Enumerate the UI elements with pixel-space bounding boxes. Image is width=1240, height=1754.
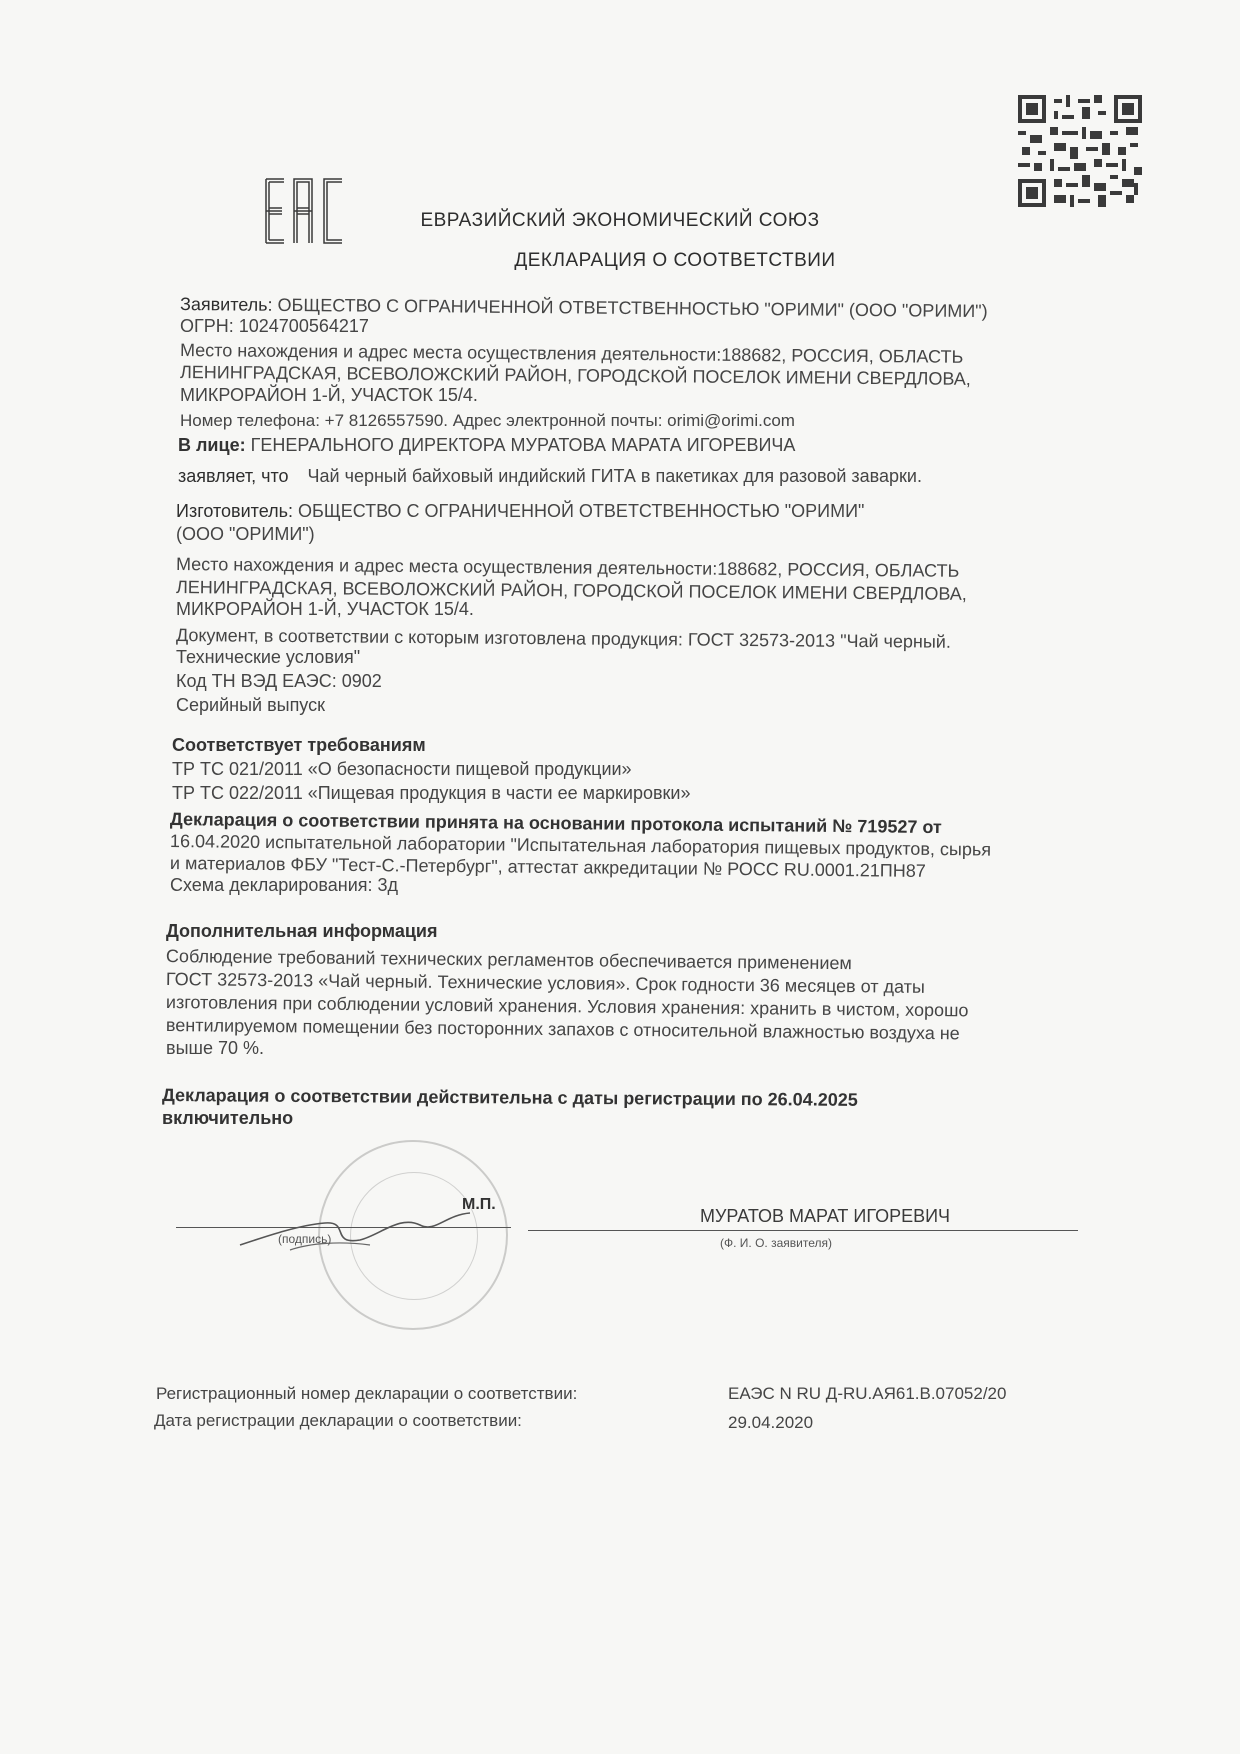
manufacturer-name-2: (ООО "ОРИМИ") <box>176 524 315 544</box>
manufacturer-address-3: МИКРОРАЙОН 1-Й, УЧАСТОК 15/4. <box>176 599 474 619</box>
product-name: Чай черный байховый индийский ГИТА в пакетиках для разовой заварки. <box>307 466 922 486</box>
additional-line-2: ГОСТ 32573-2013 «Чай черный. Технические условия». Срок годности 36 месяцев от даты <box>165 969 925 997</box>
requirements-title: Соответствует требованиям <box>172 735 426 755</box>
manufacturer-release: Серийный выпуск <box>176 695 325 715</box>
basis-line-4: Схема декларирования: 3д <box>170 875 399 895</box>
applicant-contacts: Номер телефона: +7 8126557590. Адрес электронной почты: orimi@orimi.com <box>180 411 795 430</box>
basis-line-2: 16.04.2020 испытательной лаборатории "Испытательная лаборатория пищевых продуктов, сырья <box>169 831 992 860</box>
registration-number: ЕАЭС N RU Д-RU.АЯ61.В.07052/20 <box>728 1384 1007 1403</box>
basis-title: Декларация о соответствии принята на основании протокола испытаний № 719527 от <box>169 809 942 838</box>
registration-date-label: Дата регистрации декларации о соответствии: <box>154 1411 522 1430</box>
applicant-name: ОБЩЕСТВО С ОГРАНИЧЕННОЙ ОТВЕТСТВЕННОСТЬЮ "ОРИМИ" (ООО "ОРИМИ") <box>277 294 988 322</box>
signer-caption: (Ф. И. О. заявителя) <box>720 1236 832 1250</box>
manufacturer-name-1: ОБЩЕСТВО С ОГРАНИЧЕННОЙ ОТВЕТСТВЕННОСТЬЮ "ОРИМИ" <box>298 501 865 521</box>
signer-name: МУРАТОВ МАРАТ ИГОРЕВИЧ <box>700 1206 951 1226</box>
applicant-address-3: МИКРОРАЙОН 1-Й, УЧАСТОК 15/4. <box>180 385 478 405</box>
additional-title: Дополнительная информация <box>166 921 438 941</box>
signer-line <box>528 1230 1078 1231</box>
additional-line-1: Соблюдение требований технических регламентов обеспечивается применением <box>165 946 852 974</box>
requirement-item-2: ТР ТС 022/2011 «Пищевая продукция в части ее маркировки» <box>172 783 691 803</box>
registration-number-label: Регистрационный номер декларации о соответствии: <box>156 1384 578 1403</box>
qr-code-icon <box>1018 95 1142 207</box>
basis-line-3: и материалов ФБУ "Тест-С.-Петербург", аттестат аккредитации № РОСС RU.0001.21ПН87 <box>169 853 926 881</box>
applicant-person-line <box>178 434 795 456</box>
manufacturer-address-2: ЛЕНИНГРАДСКАЯ, ВСЕВОЛОЖСКИЙ РАЙОН, ГОРОДСКОЙ ПОСЕЛОК ИМЕНИ СВЕРДЛОВА, <box>175 577 967 604</box>
additional-line-4: вентилируемом помещении без посторонних запахов с относительной влажностью воздуха не <box>165 1015 960 1044</box>
applicant-address-2: ЛЕНИНГРАДСКАЯ, ВСЕВОЛОЖСКИЙ РАЙОН, ГОРОДСКОЙ ПОСЕЛОК ИМЕНИ СВЕРДЛОВА, <box>179 362 971 389</box>
applicant-ogrn: ОГРН: 1024700564217 <box>180 316 369 336</box>
manufacturer-label: Изготовитель: <box>176 501 293 521</box>
validity-line-1: Декларация о соответствии действительна с даты регистрации по 26.04.2025 <box>161 1085 858 1110</box>
additional-line-3: изготовления при соблюдении условий хранения. Условия хранения: хранить в чистом, хорошо <box>165 992 969 1021</box>
additional-line-5: выше 70 %. <box>166 1038 264 1058</box>
person-name: ГЕНЕРАЛЬНОГО ДИРЕКТОРА МУРАТОВА МАРАТА ИГОРЕВИЧА <box>250 435 796 455</box>
manufacturer-address-1: Место нахождения и адрес места осуществления деятельности:188682, РОССИЯ, ОБЛАСТЬ <box>175 554 960 581</box>
requirement-item-1: ТР ТС 021/2011 «О безопасности пищевой продукции» <box>172 759 632 779</box>
registration-date: 29.04.2020 <box>728 1413 814 1432</box>
validity-line-2: включительно <box>162 1108 294 1128</box>
union-heading: ЕВРАЗИЙСКИЙ ЭКОНОМИЧЕСКИЙ СОЮЗ <box>420 210 820 231</box>
declares-line <box>178 465 922 487</box>
signature-caption: (подпись) <box>278 1232 332 1246</box>
applicant-address-1: Место нахождения и адрес места осуществления деятельности:188682, РОССИЯ, ОБЛАСТЬ <box>179 340 964 367</box>
signature-scribble <box>230 1195 480 1265</box>
mp-label: М.П. <box>462 1196 496 1213</box>
declares-label: заявляет, что <box>178 466 289 486</box>
manufacturer-code: Код ТН ВЭД ЕАЭС: 0902 <box>176 671 382 691</box>
signature-line <box>176 1227 511 1228</box>
applicant-label: Заявитель: <box>179 294 273 315</box>
manufacturer-document-1: Документ, в соответствии с которым изготовлена продукция: ГОСТ 32573-2013 "Чай черный. <box>175 625 951 652</box>
document-title: ДЕКЛАРАЦИЯ О СООТВЕТСТВИИ <box>514 250 836 271</box>
manufacturer-line <box>176 500 864 522</box>
person-label: В лице: <box>178 435 246 455</box>
manufacturer-document-2: Технические условия" <box>176 647 361 667</box>
